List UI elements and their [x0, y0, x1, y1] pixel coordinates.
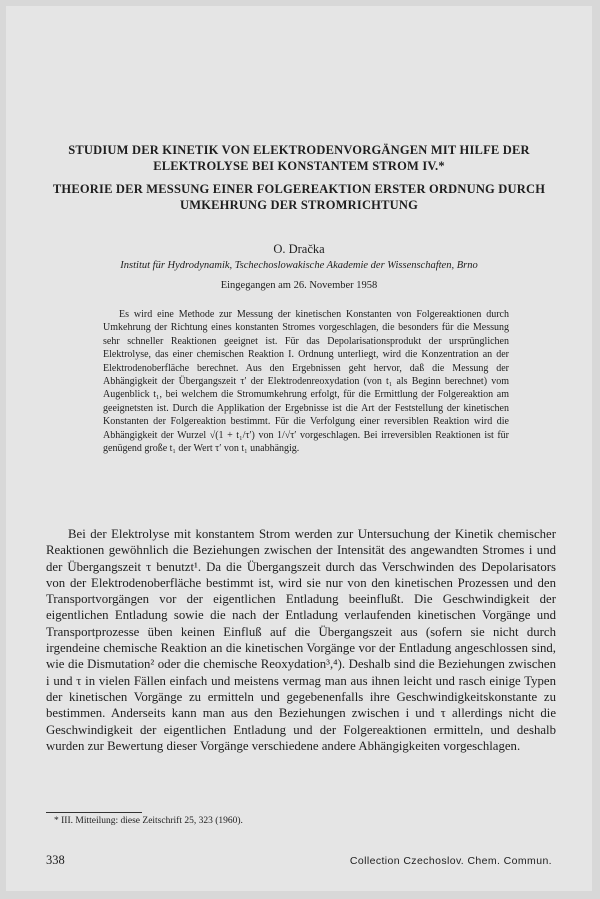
- author: O. Dračka: [273, 242, 325, 256]
- affiliation: Institut für Hydrodynamik, Tschechoslowakische Akademie der Wissenschaften, Brno: [120, 260, 478, 271]
- abstract: Es wird eine Methode zur Messung der kinetischen Konstanten von Folgereaktionen durch Umkehrung der Richtung eines konstanten Stromes vorgeschlagen, die besonders für die Messung sehr schneller Reaktionen geeignet ist. Für das Depolarisationsprodukt der ursprünglichen Elektrolyse, das einer chemischen Reaktion I. Ordnung unterliegt, wird die Konzentration an der Elektrodenoberfläche berechnet. Aus den Ergebnissen geht hervor, daß die Messung der Abhängigkeit der Übergangszeit τ′ der Elektrodenreoxydation (von t₁ als Beginn berechnet) vom Augenblick t₁, bei welchem die Stromumkehrung erfolgt, für die Ermittlung der Folgereaktion am geeignetsten ist. Durch die Applikation der Ergebnisse ist die Art der Feststellung der kinetischen Konstanten der Folgereaktion bestimmt. Für die Verfolgung einer reversiblen Reaktion wird die Abhängigkeit der Wurzel √(1 + t₁/τ′) von 1/√τ′ vorgeschlagen. Bei irreversiblen Reaktionen ist für genügend große t₁ der Wert τ′ von t₁ unabhängig.: [103, 309, 509, 455]
- title-block: [36, 142, 562, 213]
- paper-subtitle: THEORIE DER MESSUNG EINER FOLGEREAKTION ERSTER ORDNUNG DURCH UMKEHRUNG DER STROMRICHTUNG: [52, 182, 546, 212]
- paper-title: STUDIUM DER KINETIK VON ELEKTRODENVORGÄNGEN MIT HILFE DER ELEKTROLYSE BEI KONSTANTEM STROM IV.*: [68, 143, 530, 173]
- footnote-divider: [46, 812, 142, 813]
- journal-name: Collection Czechoslov. Chem. Commun.: [349, 855, 552, 867]
- page: [6, 6, 592, 891]
- footnote: * III. Mitteilung: diese Zeitschrift 25, 323 (1960).: [54, 816, 243, 826]
- received-date: Eingegangen am 26. November 1958: [220, 280, 378, 291]
- page-number: 338: [46, 853, 65, 867]
- body-paragraph: Bei der Elektrolyse mit konstantem Strom werden zur Untersuchung der Kinetik chemischer Reaktionen gewöhnlich die Beziehungen zwischen der Intensität des angewandten Stromes i und der Übergangszeit τ benutzt¹. Da die Übergangszeit durch das Verschwinden des Depolarisators von der Elektrodenoberfläche bestimmt ist, wird sie nur von den kinetischen Prozessen und den Transportvorgängen vor der eigentlichen Entladung beeinflußt. Die Geschwindigkeit der eigentlichen Entladung sowie die nach der Entladung verlaufenden kinetischen Vorgänge und Transportprozesse üben keinen Einfluß auf die Übergangszeit aus (sofern sie nicht durch irgendeine chemische Reaktion an die kinetischen Vorgänge vor der Entladung angeschlossen sind, wie die Dismutation² oder die chemische Reoxydation³,⁴). Deshalb sind die Beziehungen zwischen i und τ in vielen Fällen einfach und meistens vermag man aus ihnen leicht und rasch einige Typen der kinetischen Vorgänge zu ermitteln und gegebenenfalls ihre Geschwindigkeitskonstante zu bestimmen. Anderseits kann man aus den Beziehungen zwischen i und τ allerdings nicht die Geschwindigkeit der eigentlichen Entladung und der Folgereaktionen ermitteln, und deshalb wurden zur Bewertung dieser Vorgänge verschiedene andere Abhängigkeiten vorgeschlagen.: [46, 527, 556, 753]
